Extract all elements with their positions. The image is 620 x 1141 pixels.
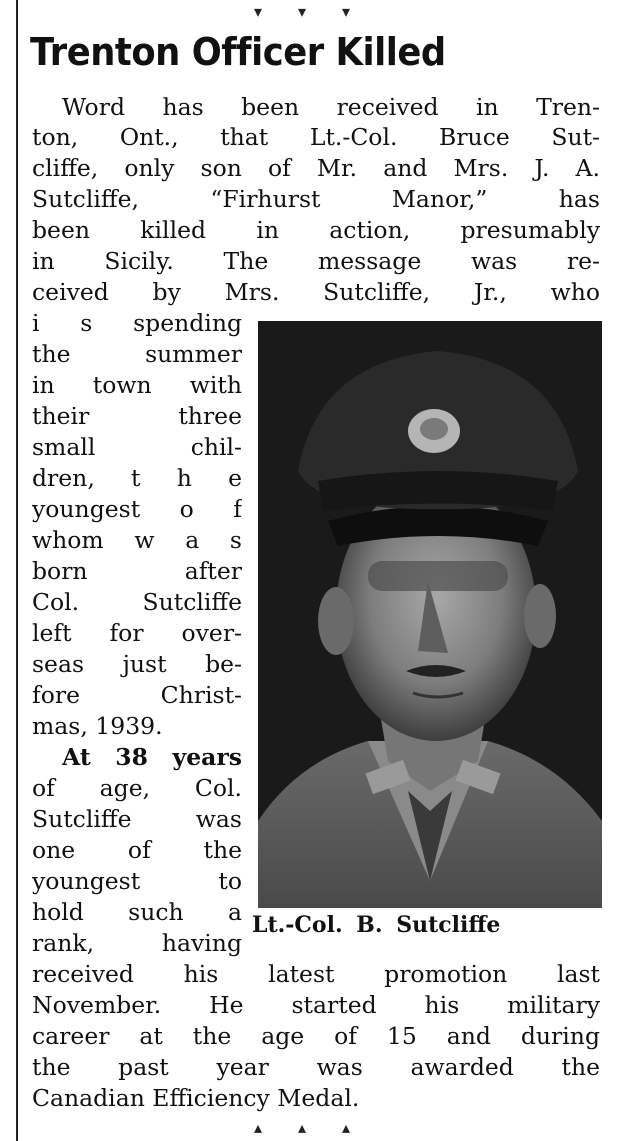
portrait-icon	[258, 321, 602, 908]
text-line: been killed in action, presumably	[32, 216, 600, 244]
text-line: Sutcliffe, “Firhurst Manor,” has	[32, 185, 600, 213]
text-line: left for over-	[32, 619, 242, 647]
officer-portrait-photo	[258, 321, 602, 908]
text-line: the summer	[32, 340, 242, 368]
text-line: youngest to	[32, 867, 242, 895]
text-line: At 38 years	[62, 743, 242, 771]
text-line: seas just be-	[32, 650, 242, 678]
text-line: mas, 1939.	[32, 712, 163, 740]
ornament-top-icon: ▾▾▾	[253, 2, 387, 21]
text-line: Sutcliffe was	[32, 805, 242, 833]
text-line: their three	[32, 402, 242, 430]
text-line: fore Christ-	[32, 681, 242, 709]
text-line: November. He started his military	[32, 991, 600, 1019]
text-line: i s spending	[32, 309, 242, 337]
text-line: one of the	[32, 836, 242, 864]
text-line: in town with	[32, 371, 242, 399]
column-rule	[16, 0, 18, 1141]
photo-caption: Lt.-Col. B. Sutcliffe	[252, 912, 501, 938]
text-line: ton, Ont., that Lt.-Col. Bruce Sut-	[32, 123, 600, 151]
headline: Trenton Officer Killed	[30, 30, 446, 74]
text-line: Canadian Efficiency Medal.	[32, 1084, 360, 1112]
text-line: of age, Col.	[32, 774, 242, 802]
text-line: youngest o f	[32, 495, 242, 523]
text-line: career at the age of 15 and during	[32, 1022, 600, 1050]
text-line: hold such a	[32, 898, 242, 926]
text-line: received his latest promotion last	[32, 960, 600, 988]
text-line: ceived by Mrs. Sutcliffe, Jr., who	[32, 278, 600, 306]
text-line: Col. Sutcliffe	[32, 588, 242, 616]
text-line: in Sicily. The message was re-	[32, 247, 600, 275]
text-line: small chil-	[32, 433, 242, 461]
text-line: Word has been received in Tren-	[62, 93, 600, 121]
text-line: rank, having	[32, 929, 242, 957]
text-line: dren, t h e	[32, 464, 242, 492]
text-line: the past year was awarded the	[32, 1053, 600, 1081]
text-line: born after	[32, 557, 242, 585]
text-line: cliffe, only son of Mr. and Mrs. J. A.	[32, 154, 600, 182]
text-line: whom w a s	[32, 526, 242, 554]
ornament-bottom-icon: ▴▴▴	[253, 1118, 387, 1137]
